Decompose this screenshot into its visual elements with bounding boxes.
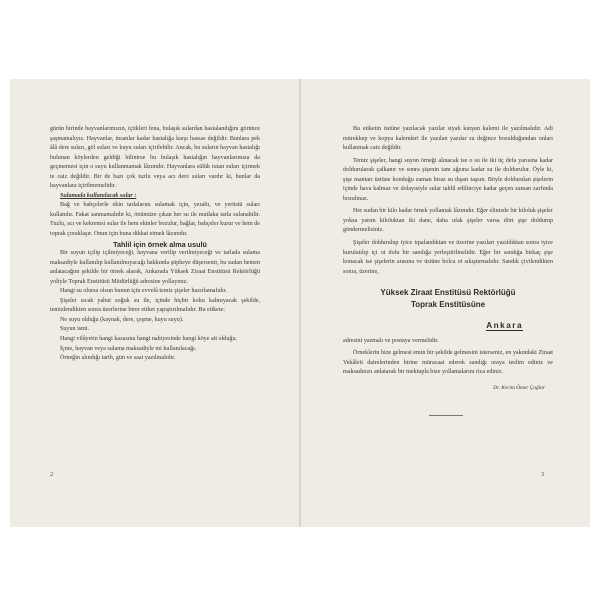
right-paragraph: Her sudan bir kilo kadar örnek yollamak lâzımdır. Eğer elinizde bir kiloluk şişeler yoksa yarım kiloluktan iki dane, daha ufak şişeler varsa dört şişe doldurup göndermelisiniz. [343,208,553,234]
label-item: Ne suyu olduğu (kaynak, dere, çeşme, kuyu suyu). [60,316,184,323]
city-name: Ankara [486,321,523,331]
right-page-number: 3 [541,471,545,478]
left-text-column [50,125,260,364]
right-page [301,79,590,527]
sulama-paragraph: Bağ ve bahçelerle ekin tarlalarını sulamak için, yeraltı, ve yerüstü suları kullanılır. Fakat sanmamalıdır ki, önümüze çıkan her su ile mutlaka tarla sulanabilir. Tuzlu, acı ve kekremsi sular ile hem ekinler bozulur, bağlar, bahçeler kurur ve hem de toprak çoraklaşır. Onun için buna dikkat etmek lâzımdır. [50,202,260,238]
closing-rule [429,415,463,416]
right-paragraph: Şişeler doldurulup iyice tıpalandıktan ve üzerine yazıları yazıldıktan sonra iyice kurulatılıp içi ot dolu bir sandığa yerleştirilmelidir. Eğer bir sandığa birkaç şişe konacak ise şişelerin arasına ve üstüne bolca ot sıkıştırmalıdır. Sandık çivilendikten sonra, üzerine, [343,240,553,275]
left-page [10,79,299,527]
right-paragraph: Örneklerin bize gelmesi emin bir şekilde gelmesini isterseniz, en yakındaki Ziraat Vekâleti dairelerinden birine müracaat ederek sandığı oraya teslim ediniz ve maksadınızı anlatarak bir mektupla bize yollamalarını rica ediniz. [343,350,553,376]
right-paragraph: Temiz şişeler, hangi suyun örneği alınacak ise o su ile iki üç defa yarısına kadar doldurularak çalkanır ve sonra şişenin tam ağzına kadar su ile doldurulur. Öyle ki, şişe mantarı üstüne konduğu zaman biraz su dışarı taşsın. Böyle doldurulan şişelerin içinde hava kalmaz ve dolayısiyle sular tahlil edilinciye kadar geçen zaman zarfında bozulmaz. [343,157,553,202]
sampling-paragraph: Bir suyun içilip içilmiyeceği, hayvana verilip verilmiyeceği ve tarlada sulama maksadiyle kullanılıp kullanılmıyacağı hakkında şüpheye düşersenir, bu sudan hemen anlatacağım şekilde bir örnek alarak, Ankarada Yüksek Ziraat Enstitüsü Rektörlüğü yoliyle Toprak Enstitüsü Müdürlüğü adresine yollayınız. [50,250,260,285]
right-paragraph: adresini yazmalı ve postaya vermelidir. [343,337,439,344]
author-signature: Dr. Kerim Ömer Çağlar [493,384,545,391]
sulama-subheading: Sulamada kullanılacak sular : [60,192,137,199]
booklet-spread [10,79,590,527]
label-item: Örneğin alındığı tarih, gün ve saat yazılmalıdır. [60,355,176,362]
left-intro-paragraph: gürün birinde hayvanlarımızın, içtikleri fena, bulaşık sulardan hastalandığını görünce şaşmamalıyız. Hayvanlar, insanlar kadar hastalığa karşı hassas değildir. Bunlara pek âlâ dere suları, göl suları ve kuyu suları içirilebilir. Ancak, bu suların hayvan hastalığı bulunan köylerden geldiği bilinirse bu bulaşık hastalığın hayvanlarımıza da geçmemesi için o suyu kullanmamak lâzımdır. Hayvanlara sülük tutan suları içirmek te caiz değildir. Bir de bazı çok tuzlu veya acı dere suları vardır ki, bunlar da hayvanlara içirilmemelidir. [50,126,260,190]
label-item: Suyun ismi. [60,326,90,333]
city-address [343,321,523,331]
sampling-paragraph: Hangi su olursa olsun bunun için evvelâ temiz şişeler hazırlamalıdır. [60,288,227,295]
right-text-column [343,125,553,416]
sampling-section-heading: Tahlil için örnek alma usulü [113,239,207,249]
right-paragraph: Bu etiketin üstüne yazılacak yazılar siyah kurşun kalemi ile yazılmalıdır. Adi mürekkep ve kopya kalemleri ile yazılan yazılar su değince bozulduğundan onları kullanmak caiz değildir. [343,126,553,152]
label-item: Hangi vilâyetin hangi kazasına hangi nahiyesinde hangi köye ait olduğu. [60,336,238,343]
sampling-paragraph: Şişeler sıcak yahut soğuk su ile, içinde hiçbir koku kalmıyacak şekilde, temizlendikten sonra üzerlerine birer etiket yapıştırılmalıdır. Bu etikete: [50,297,260,314]
institution-line-2: Toprak Enstitüsüne [410,300,486,310]
label-item: İçme, hayvan veya sulama maksadiyle mi kullanılacağı. [60,345,197,352]
left-page-number: 2 [50,471,54,478]
institution-line-1: Yüksek Ziraat Enstitüsü Rektörlüğü [380,288,516,298]
